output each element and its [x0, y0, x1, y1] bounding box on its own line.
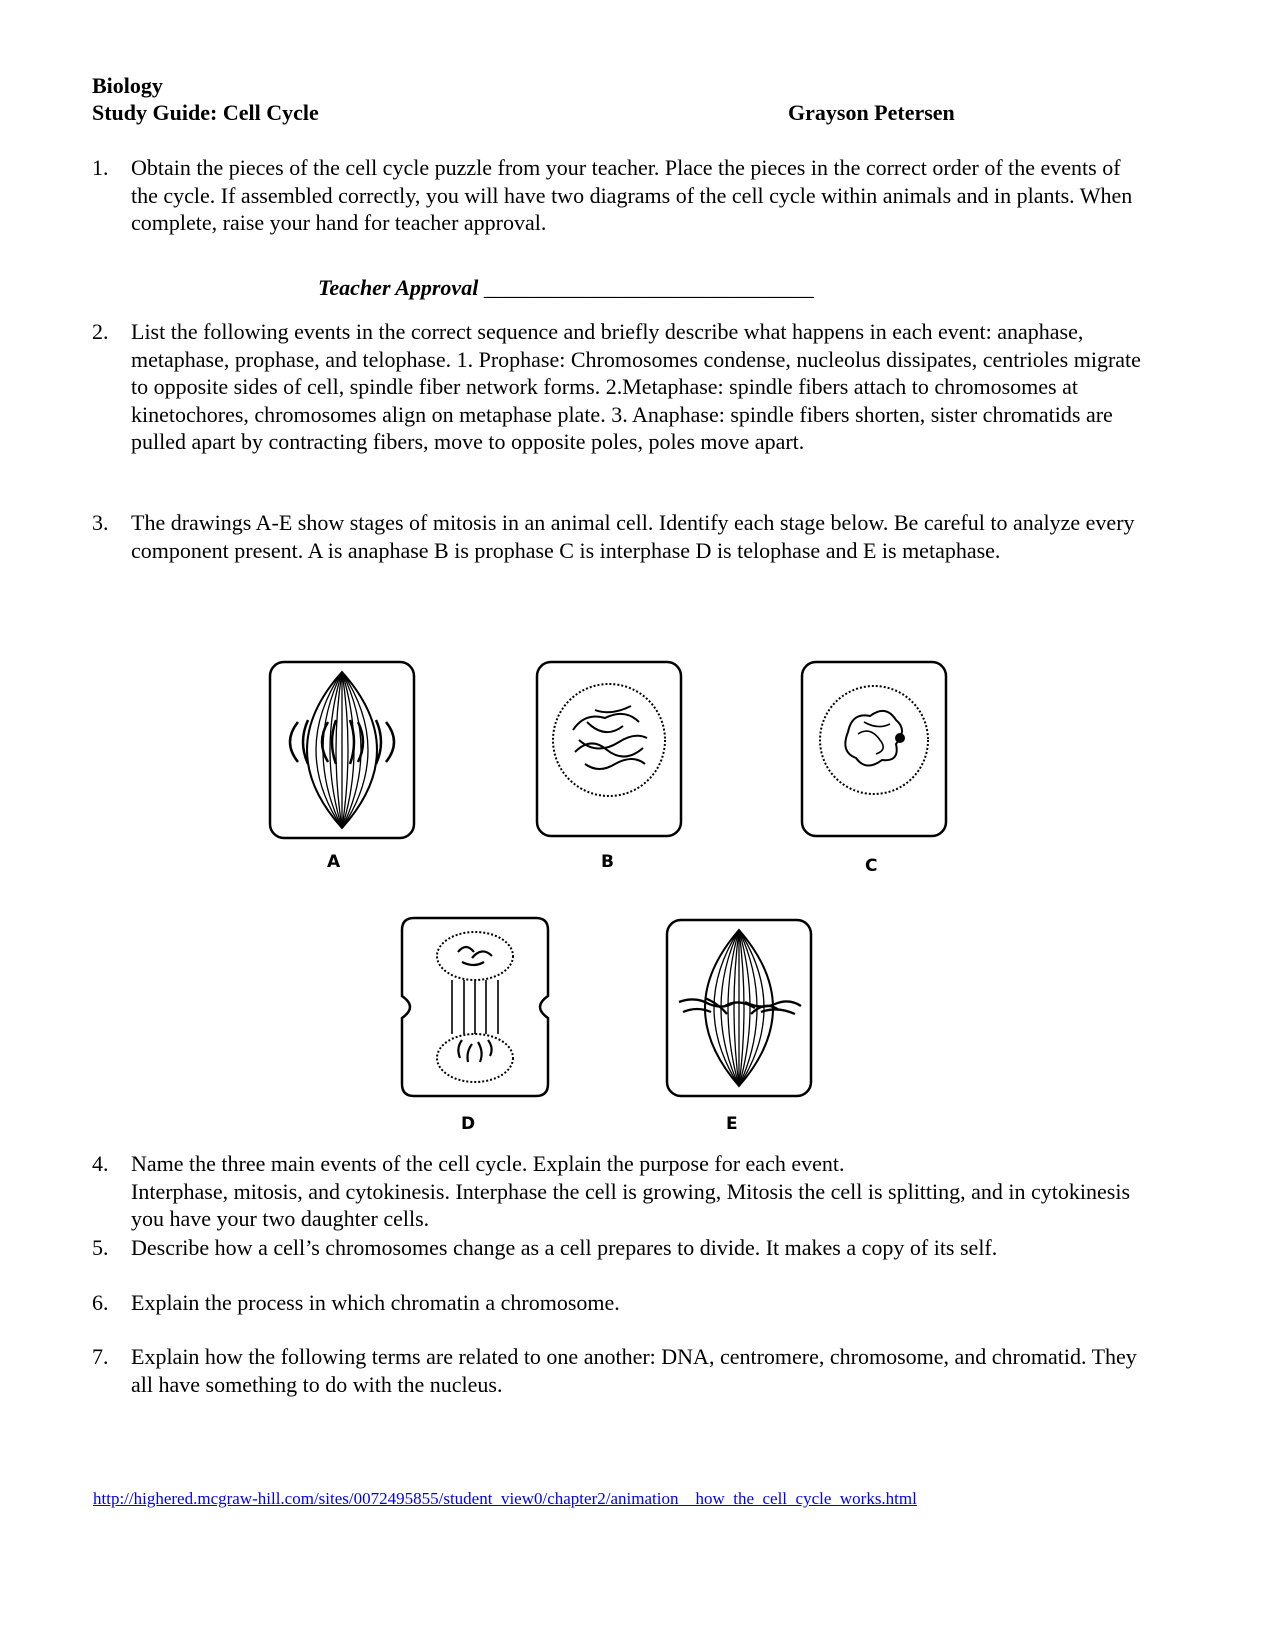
teacher-approval [318, 274, 814, 301]
cell-label-d: D [461, 1114, 476, 1134]
question-number: 4. [92, 1151, 109, 1176]
cell-diagram-d [400, 916, 550, 1098]
question-number: 6. [92, 1290, 109, 1315]
cell-diagram-c [800, 660, 948, 838]
question-number: 7. [92, 1344, 109, 1369]
question-text: List the following events in the correct sequence and briefly describe what happens in each event: anaphase, metaphase, prophase, and telophase. 1. Prophase: Chromosomes condense, nucleolus dissipates, centrioles migrate to opposite sides of cell, spindle fiber network forms. 2.Metaphase: spindle fibers attach to chromosomes at kinetochores, chromosomes align on metaphase plate. 3. Anaphase: spindle fibers shorten, sister chromatids are pulled apart by contracting fibers, move to opposite poles, poles move apart. [131, 319, 1141, 454]
question-5 [92, 1234, 1152, 1262]
cell-diagram-e [665, 918, 813, 1098]
question-number: 5. [92, 1235, 109, 1260]
cell-diagram-a [268, 660, 416, 840]
question-6 [92, 1289, 1152, 1317]
question-text: Explain how the following terms are related to one another: DNA, centromere, chromosome, and chromatid. They all have something to do with the nucleus. [131, 1344, 1137, 1397]
teacher-approval-line[interactable]: ______________________________ [483, 275, 814, 300]
cell-label-a: A [327, 852, 341, 872]
cell-diagram-b [535, 660, 683, 838]
question-1 [92, 154, 1152, 237]
question-text: Describe how a cell’s chromosomes change as a cell prepares to divide. It makes a copy of its self. [131, 1235, 998, 1260]
question-text: Obtain the pieces of the cell cycle puzzle from your teacher. Place the pieces in the correct order of the events of the cycle. If assembled correctly, you will have two diagrams of the cell cycle within animals and in plants. When complete, raise your hand for teacher approval. [131, 155, 1133, 235]
question-text: Explain the process in which chromatin a chromosome. [131, 1290, 620, 1315]
question-7 [92, 1343, 1152, 1398]
question-4 [92, 1150, 1152, 1233]
question-text: Name the three main events of the cell cycle. Explain the purpose for each event. [131, 1151, 845, 1176]
question-2 [92, 318, 1152, 456]
question-number: 2. [92, 319, 109, 344]
cell-label-b: B [601, 852, 614, 872]
question-text: The drawings A-E show stages of mitosis in an animal cell. Identify each stage below. Be careful to analyze every component present. A is anaphase B is prophase C is interphase D is telophase and E is metaphase. [131, 510, 1135, 563]
answer-text: Interphase, mitosis, and cytokinesis. Interphase the cell is growing, Mitosis the cell is splitting, and in cytokinesis you have your two daughter cells. [131, 1178, 1131, 1231]
cell-label-c: C [865, 856, 878, 876]
student-name: Grayson Petersen [788, 100, 955, 125]
course-title: Biology [92, 73, 163, 98]
teacher-approval-label: Teacher Approval [318, 275, 479, 300]
question-number: 1. [92, 155, 109, 180]
question-number: 3. [92, 510, 109, 535]
question-3 [92, 509, 1152, 564]
cell-label-e: E [726, 1114, 738, 1134]
worksheet-title: Study Guide: Cell Cycle [92, 100, 319, 125]
reference-link[interactable]: http://highered.mcgraw-hill.com/sites/0072495855/student_view0/chapter2/animation__how_the_cell_cycle_works.html [93, 1489, 917, 1508]
